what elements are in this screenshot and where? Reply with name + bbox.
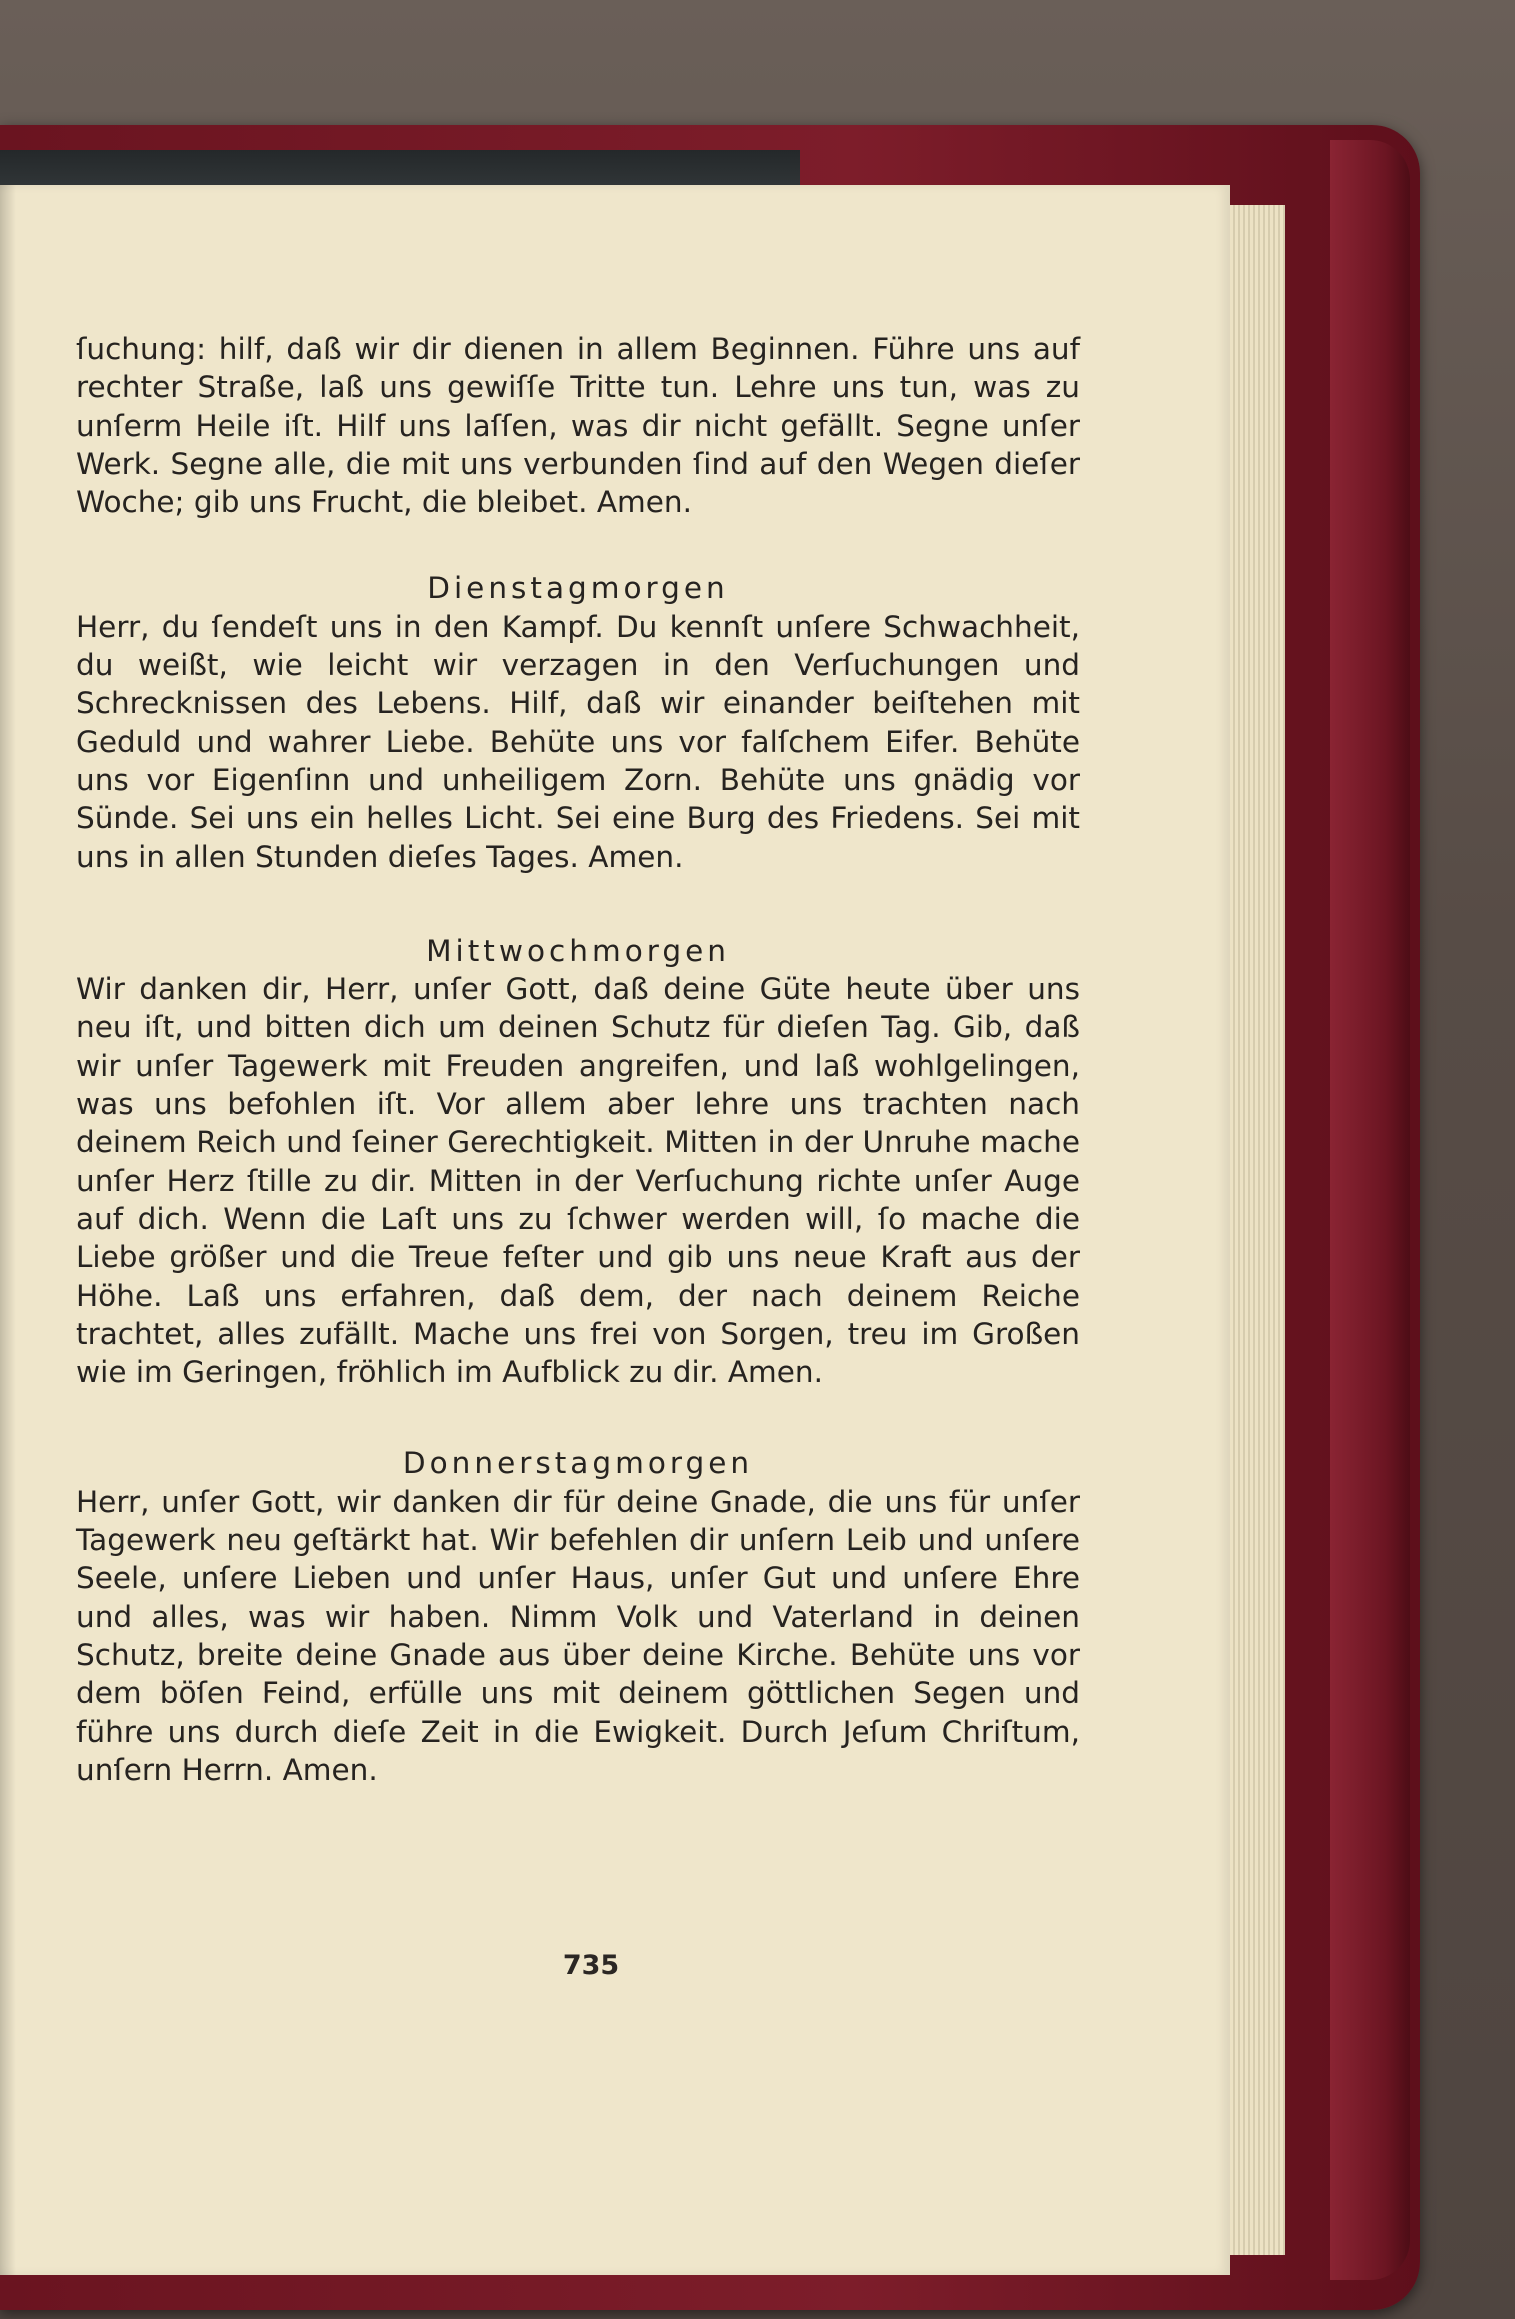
page-text [76, 330, 1080, 1789]
opening-paragraph: ſuchung: hilf, daß wir dir dienen in allem Beginnen. Führe uns auf rechter Straße, laß uns gewiſſe Tritte tun. Lehre uns tun, was zu unſerm Heile iſt. Hilf uns laſſen, was dir nicht gefällt. Segne unſer Werk. Segne alle, die mit uns verbunden ſind auf den Wegen dieſer Woche; gib uns Frucht, die bleibet. Amen. [76, 332, 1080, 520]
section-text-mittwoch: Wir danken dir, Herr, unſer Gott, daß deine Güte heute über uns neu iſt, und bitten dich um deinen Schutz für dieſen Tag. Gib, daß wir unſer Tagewerk mit Freuden angreifen, und laß wohlgelingen, was uns befohlen iſt. Vor allem aber lehre uns trachten nach deinem Reich und ſeiner Gerechtigkeit. Mitten in der Unruhe mache unſer Herz ſtille zu dir. Mitten in der Verſuchung richte unſer Auge auf dich. Wenn die Laſt uns zu ſchwer werden will, ſo mache die Liebe größer und die Treue feſter und gib uns neue Kraft aus der Höhe. Laß uns erfahren, daß dem, der nach deinem Reiche trachtet, alles zufällt. Mache uns frei von Sorgen, treu im Großen wie im Geringen, fröhlich im Aufblick zu dir. Amen. [76, 972, 1080, 1390]
section-heading-donnerstag: Donnerstagmorgen [402, 1446, 754, 1481]
page-number: 735 [562, 1950, 620, 1981]
section-heading-mittwoch: Mittwochmorgen [426, 933, 730, 968]
section-heading-dienstag: Dienstagmorgen [427, 571, 729, 606]
book-cover-edge [1330, 140, 1410, 2280]
section-text-dienstag: Herr, du ſendeſt uns in den Kampf. Du kennſt unſere Schwachheit, du weißt, wie leicht wir verzagen in den Verſuchungen und Schrecknissen des Lebens. Hilf, daß wir einander beiſtehen mit Geduld und wahrer Liebe. Behüte uns vor falſchem Eifer. Behüte uns vor Eigenſinn und unheiligem Zorn. Behüte uns gnädig vor Sünde. Sei uns ein helles Licht. Sei eine Burg des Friedens. Sei mit uns in allen Stunden dieſes Tages. Amen. [76, 609, 1080, 874]
gutter-shadow [0, 185, 16, 2275]
section-text-donnerstag: Herr, unſer Gott, wir danken dir für deine Gnade, die uns für unſer Tagewerk neu geſtärkt hat. Wir befehlen dir unſern Leib und unſere Seele, unſere Lieben und unſer Haus, unſer Gut und unſere Ehre und alles, was wir haben. Nimm Volk und Vaterland in deinen Schutz, breite deine Gnade aus über deine Kirche. Behüte uns vor dem böſen Feind, erfülle uns mit deinem göttlichen Segen und führe uns durch dieſe Zeit in die Ewigkeit. Durch Jeſum Chriſtum, unſern Herrn. Amen. [76, 1484, 1080, 1787]
